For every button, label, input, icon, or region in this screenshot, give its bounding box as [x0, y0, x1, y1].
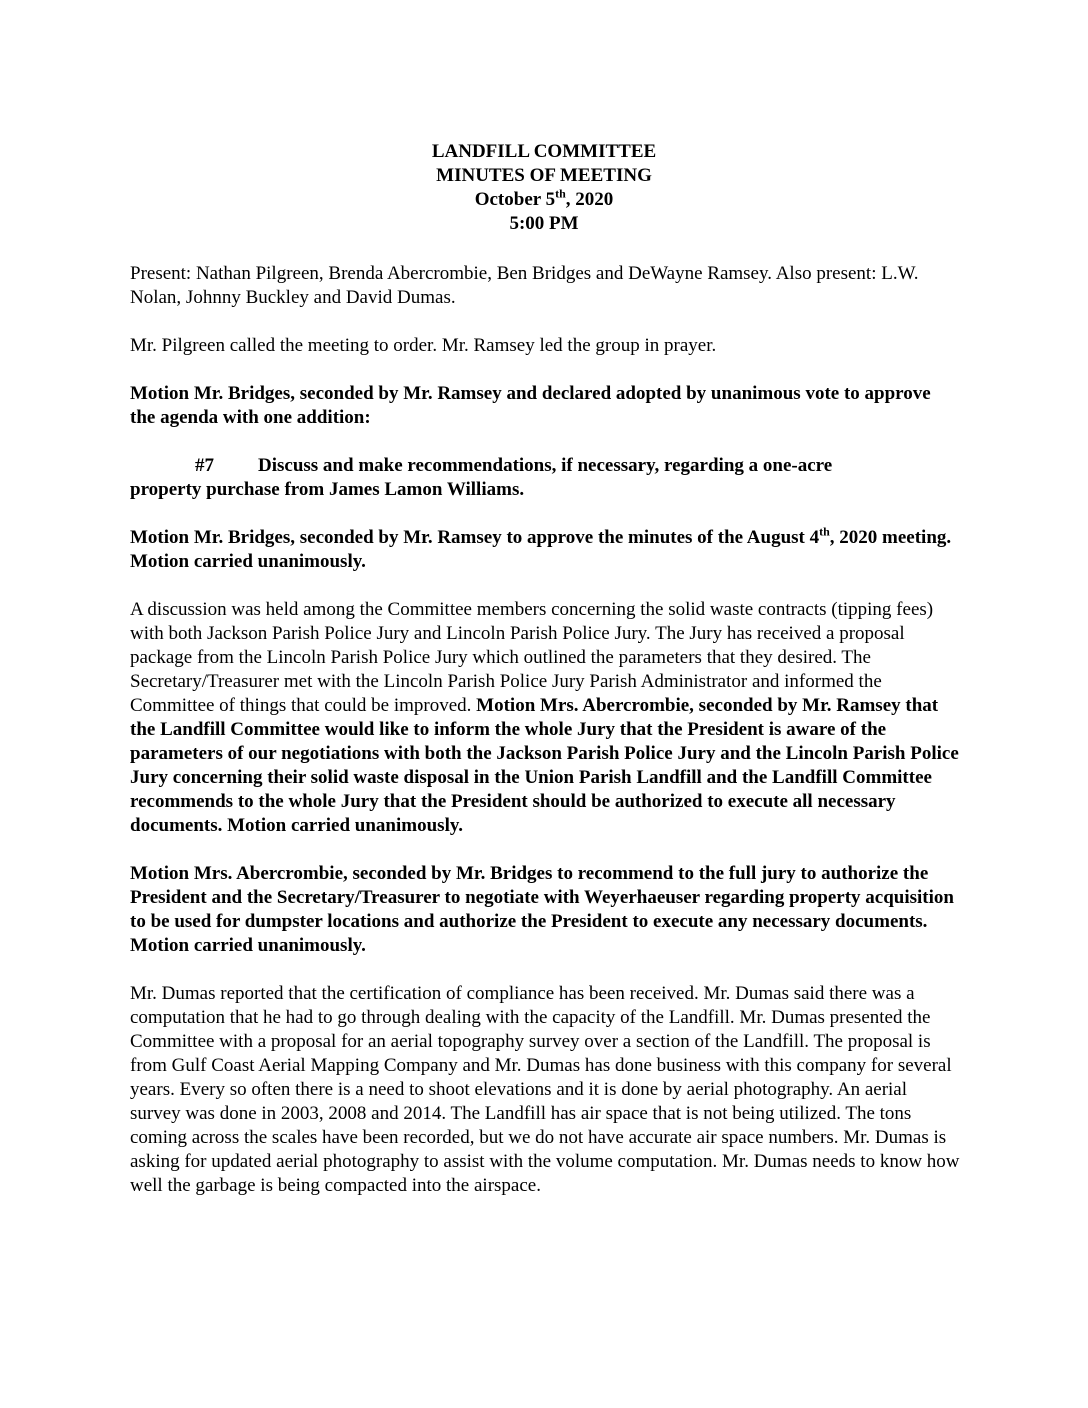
agenda-item-text: Discuss and make recommendations, if necessary, regarding a one-acre	[258, 455, 833, 476]
meeting-date	[0, 188, 1088, 212]
minutes-body	[130, 262, 960, 1222]
present-paragraph: Present: Nathan Pilgreen, Brenda Abercrombie, Ben Bridges and DeWayne Ramsey. Also present: L.W. Nolan, Johnny Buckley and David Dumas.	[130, 263, 919, 308]
date-main: October 5	[474, 189, 556, 210]
agenda-item-number: #7	[195, 455, 214, 476]
document-header	[0, 140, 1088, 236]
header-subtitle: MINUTES OF MEETING	[436, 165, 652, 186]
dumas-report-paragraph: Mr. Dumas reported that the certification of compliance has been received. Mr. Dumas said there was a computation that he had to go through dealing with the capacity of the Landfill. Mr. Dumas presented the Committee with a proposal for an aerial topography survey over a section of the Landfill. The proposal is from Gulf Coast Aerial Mapping Company and Mr. Dumas has done business with this company for several years. Every so often there is a need to shoot elevations and it is done by aerial photography. An aerial survey was done in 2003, 2008 and 2014. The Landfill has air space that is not being utilized. The tons coming across the scales have been recorded, but we do not have accurate air space numbers. Mr. Dumas is asking for updated aerial photography to assist with the volume computation. Mr. Dumas needs to know how well the garbage is being compacted into the airspace.	[130, 983, 960, 1196]
discussion-text: A discussion was held among the Committee members concerning the solid waste contracts (tipping fees) with both Jackson Parish Police Jury and Lincoln Parish Police Jury. The Jury has received a proposal package from the Lincoln Parish Police Jury which outlined the parameters that they desired. The Secretary/Treasurer met with the Lincoln Parish Police Jury Parish Administrator and informed the Committee of things that could be improved.	[130, 599, 934, 716]
date-suffix: th	[555, 186, 566, 201]
agenda-addition-first-line	[130, 454, 960, 478]
motion-minutes-paragraph	[130, 526, 960, 574]
motion-agenda-paragraph: Motion Mr. Bridges, seconded by Mr. Ramsey and declared adopted by unanimous vote to approve the agenda with one addition:	[130, 383, 931, 428]
meeting-time: 5:00 PM	[509, 213, 579, 234]
call-to-order-paragraph: Mr. Pilgreen called the meeting to order. Mr. Ramsey led the group in prayer.	[130, 335, 717, 356]
discussion-paragraph	[130, 598, 960, 838]
agenda-addition-second-line: property purchase from James Lamon Williams.	[130, 479, 525, 500]
motion-minutes-suffix: th	[819, 524, 830, 539]
motion-weyerhaeuser-paragraph: Motion Mrs. Abercrombie, seconded by Mr. Bridges to recommend to the full jury to authorize the President and the Secretary/Treasurer to negotiate with Weyerhaeuser regarding property acquisition to be used for dumpster locations and authorize the President to execute any necessary documents. Motion carried unanimously.	[130, 863, 954, 956]
discussion-motion: Motion Mrs. Abercrombie, seconded by Mr. Ramsey that the Landfill Committee would like to inform the whole Jury that the President is aware of the parameters of our negotiations with both the Jackson Parish Police Jury and the Lincoln Parish Police Jury concerning their solid waste disposal in the Union Parish Landfill and the Landfill Committee recommends to the whole Jury that the President should be authorized to execute all necessary documents. Motion carried unanimously.	[130, 695, 959, 836]
agenda-addition-paragraph	[130, 454, 960, 502]
motion-minutes-text: Motion Mr. Bridges, seconded by Mr. Ramsey to approve the minutes of the August 4	[130, 527, 820, 548]
date-year: , 2020	[565, 189, 614, 210]
header-title: LANDFILL COMMITTEE	[431, 141, 657, 162]
motion-minutes-text-end: , 2020 meeting. Motion carried unanimously.	[130, 527, 952, 572]
